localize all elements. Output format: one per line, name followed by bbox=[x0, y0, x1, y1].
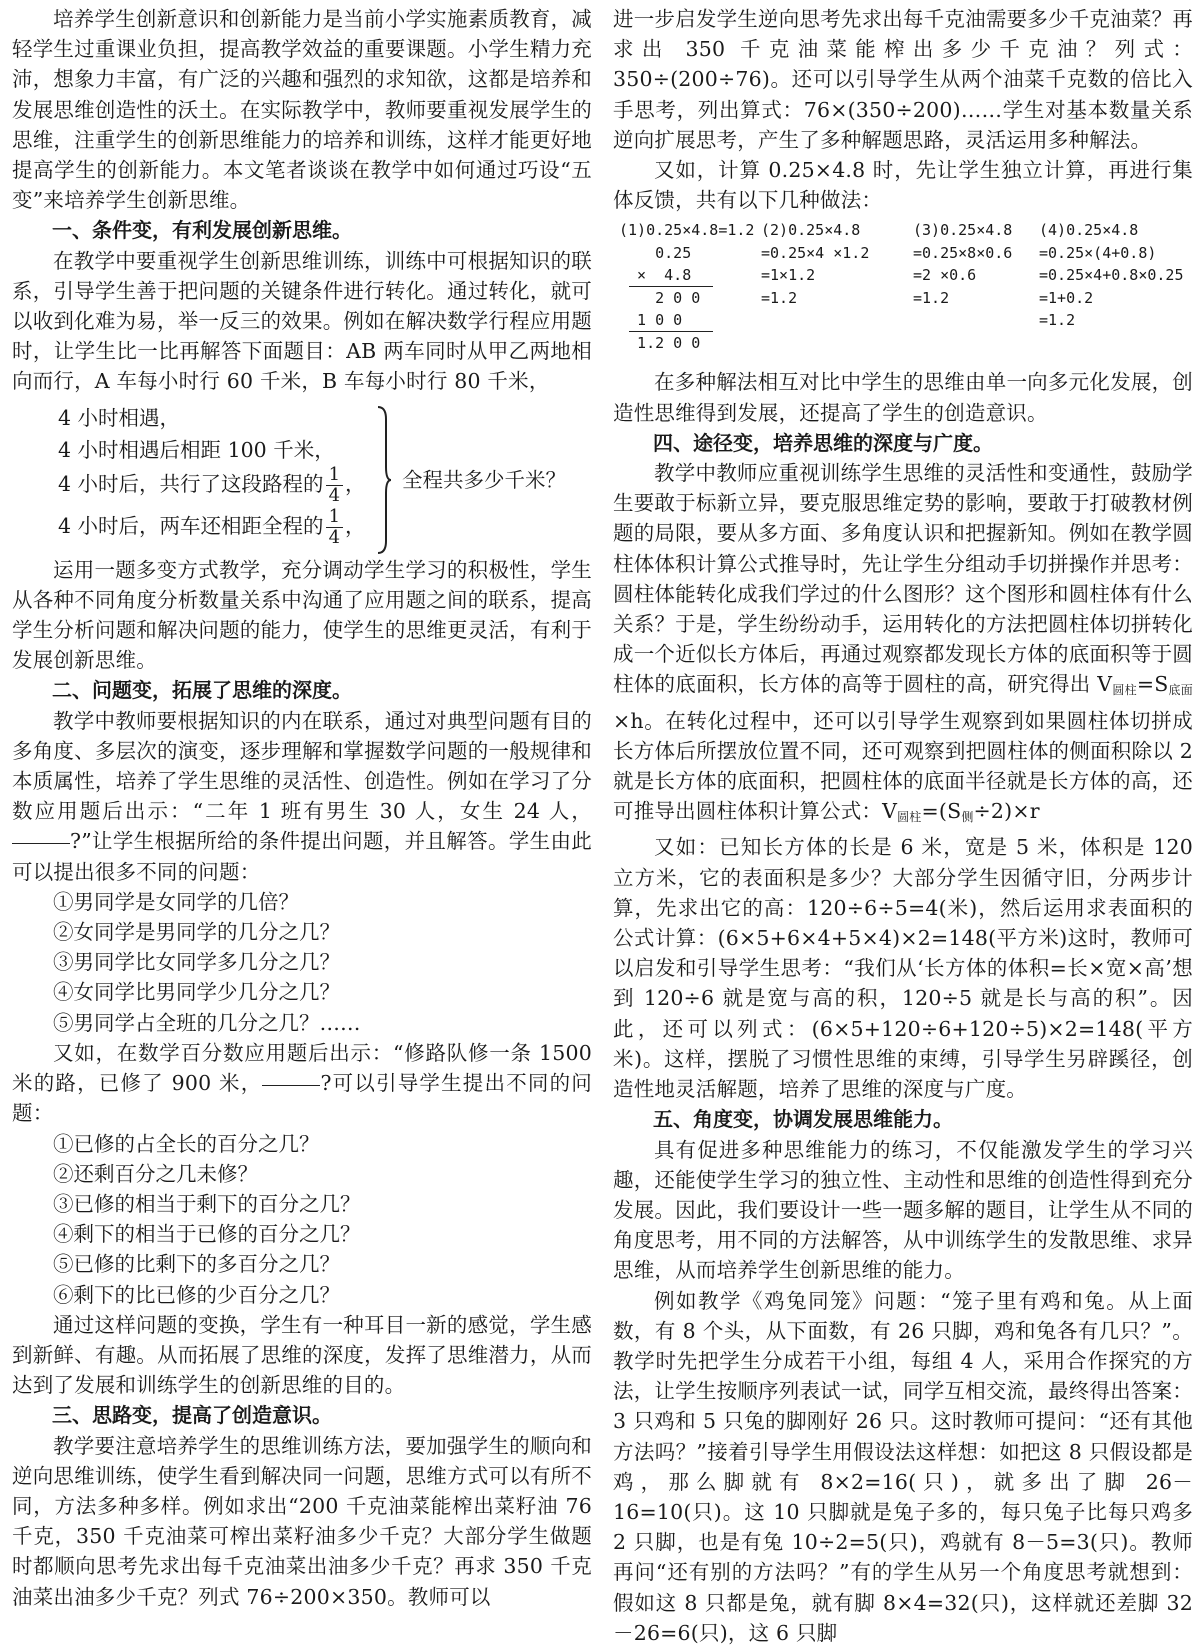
question-list-2 bbox=[12, 1129, 592, 1310]
conditions-question: 全程共多少千米？ bbox=[402, 467, 566, 492]
list-item: ①已修的占全长的百分之几？ bbox=[53, 1131, 320, 1156]
list-item: ②女同学是男同学的几分之几？ bbox=[53, 920, 340, 945]
section-heading-2: 二、问题变，拓展了思维的深度。 bbox=[52, 678, 352, 703]
method-2: (2)0.25×4.8 =0.25×4 ×1.2 =1×1.2 =1.2 bbox=[761, 221, 870, 307]
method-3: (3)0.25×4.8 =0.25×8×0.6 =2 ×0.6 =1.2 bbox=[913, 221, 1013, 307]
fraction: $\frac{1}{4}$ bbox=[326, 465, 343, 506]
list-item: ⑤已修的比剩下的多百分之几？ bbox=[53, 1252, 340, 1277]
section-heading-4: 四、途径变，培养思维的深度与广度。 bbox=[653, 430, 993, 455]
section-2-paragraph-1: 教学中教师要根据知识的内在联系，通过对典型问题有目的多角度、多层次的演变，逐步理解和掌握数学问题的一般规律和本质属性，培养了学生思维的灵活性、创造性。例如在学习了分数应用题后出示：“二年 1 班有男生 30 人，女生 24 人，?”让学生根据所给的条件提出问题，并且解答。学生由此可以提出很多不同的问题： bbox=[12, 708, 592, 884]
list-item: ①男同学是女同学的几倍？ bbox=[53, 889, 299, 914]
list-item: ⑤男同学占全班的几分之几？…… bbox=[53, 1010, 361, 1035]
right-column bbox=[613, 4, 1193, 1648]
section-5-paragraph-2: 例如教学《鸡兔同笼》问题：“笼子里有鸡和兔。从上面数，有 8 个头，从下面数，有 26 只脚，鸡和兔各有几只？”。教学时先把学生分成若干小组，每组 4 人，采用合作探究的方法，让学生按顺序列表试一试，同学互相交流，最终得出答案：3 只鸡和 5 只兔的脚刚好 26 只。这时教师可提问：“还有其他方法吗？”接着引导学生用假设法这样想：如把这 8 只假设都是鸡，那么脚就有 8×2=16(只)，就多出了脚 26－16=10(只)。这 10 只脚就是兔子多的，每只兔子比每只鸡多 2 只脚，也是有兔 10÷2=5(只)，鸡就有 8－5=3(只)。教师再问“还有别的方法吗？”有的学生从另一个角度思考就想到：假如这 8 只都是兔，就有脚 8×4=32(只)，这样就还差脚 32－26=6(只)，这 6 只脚 bbox=[613, 1288, 1193, 1645]
method-1: (1)0.25×4.8=1.2 0.25 × 4.8 2 0 0 1 0 0 1.2 0 0 bbox=[619, 221, 755, 352]
section-2-paragraph-3: 通过这样问题的变换，学生有一种耳目一新的感觉，学生感到新鲜、有趣。从而拓展了思维的深度，发挥了思维潜力，从而达到了发展和训练学生的创新思维的目的。 bbox=[12, 1312, 592, 1398]
fraction: $\frac{1}{4}$ bbox=[326, 507, 343, 548]
answer-blank bbox=[262, 1084, 320, 1086]
section-3-paragraph-1: 教学要注意培养学生的思维训练方法，要加强学生的顺向和逆向思维训练，使学生看到解决同一问题，思维方式可以有所不同，方法多种多样。例如求出“200 千克油菜能榨出菜籽油 76 千克，350 千克油菜可榨出菜籽油多少千克？大部分学生做题时都顺向思考先求出每千克油菜出油多少千克？再求 350 千克油菜出油多少千克？列式 76÷200×350。教师可以 bbox=[12, 1433, 592, 1609]
conditions-block bbox=[12, 399, 592, 549]
condition-2: 4 小时相遇后相距 100 千米， bbox=[58, 437, 335, 462]
section-1-paragraph-1: 在教学中要重视学生创新思维训练，训练中可根据知识的联系，引导学生善于把问题的关键条件进行转化。通过转化，就可以收到化难为易，举一反三的效果。例如在解决数学行程应用题时，让学生比一比再解答下面题目：AB 两车同时从甲乙两地相向而行，A 车每小时行 60 千米，B 车每小时行 80 千米， bbox=[12, 248, 592, 394]
condition-1: 4 小时相遇， bbox=[58, 405, 181, 430]
list-item: ④剩下的相当于已修的百分之几？ bbox=[53, 1222, 361, 1247]
continued-paragraph: 进一步启发学生逆向思考先求出每千克油需要多少千克油菜？再求出 350 千克油菜能榨出多少千克油？列式：350÷(200÷76)。还可以引导学生从两个油菜千克数的倍比入手思考，列出算式：76×(350÷200)……学生对基本数量关系逆向扩展思考，产生了多种解题思路，灵活运用多种解法。 bbox=[613, 7, 1193, 152]
vertical-calc-line bbox=[629, 286, 713, 287]
example-intro-paragraph: 又如，计算 0.25×4.8 时，先让学生独立计算，再进行集体反馈，共有以下几种做法： bbox=[613, 158, 1193, 213]
left-column bbox=[12, 4, 592, 1612]
section-heading-3: 三、思路变，提高了创造意识。 bbox=[52, 1403, 332, 1428]
section-1-paragraph-2: 运用一题多变方式教学，充分调动学生学习的积极性，学生从各种不同角度分析数量关系中沟通了应用题之间的联系，提高学生分析问题和解决问题的能力，使学生的思维更灵活，有利于发展创新思维。 bbox=[12, 557, 592, 673]
condition-4: 4 小时后，两车还相距全程的 $\frac{1}{4}$ ， bbox=[58, 505, 366, 548]
list-item: ②还剩百分之几未修？ bbox=[53, 1161, 258, 1186]
list-item: ⑥剩下的比已修的少百分之几？ bbox=[53, 1282, 340, 1307]
section-4-paragraph-1: 教学中教师应重视训练学生思维的灵活性和变通性，鼓励学生要敢于标新立异，要克服思维定势的影响，要敢于打破教材例题的局限，要从多方面、多角度认识和把握新知。例如在教学圆柱体体积计算公式推导时，先让学生分组动手切拼操作并思考：圆柱体能转化成我们学过的什么图形？这个图形和圆柱体有什么关系？于是，学生纷纷动手，运用转化的方法把圆柱体切拼转化成一个近似长方体后，再通过观察都发现长方体的底面积等于圆柱体的底面积，长方体的高等于圆柱的高，研究得出 $V_{圆柱}=S_{底面}\times h$。在转化过程中，还可以引导学生观察到如果圆柱体切拼成长方体后所摆放位置不同，还可观察到把圆柱体的侧面积除以 2 就是长方体的底面积，把圆柱体的底面半径就是长方体的高，还可推导出圆柱体积计算公式：$V_{圆柱}=(S_侧\div 2)\times r$ bbox=[613, 461, 1194, 825]
section-2-paragraph-2: 又如，在数学百分数应用题后出示：“修路队修一条 1500 米的路，已修了 900 米， ?可以引导学生提出不同的问题： bbox=[12, 1040, 592, 1126]
list-item: ③男同学比女同学多几分之几？ bbox=[53, 950, 340, 975]
answer-blank bbox=[12, 842, 70, 844]
list-item: ③已修的相当于剩下的百分之几？ bbox=[53, 1191, 361, 1216]
condition-3: 4 小时后，共行了这段路程的 $\frac{1}{4}$ ， bbox=[58, 463, 366, 506]
list-item: ④女同学比男同学少几分之几？ bbox=[53, 980, 340, 1005]
section-5-paragraph-1: 具有促进多种思维能力的练习，不仅能激发学生的学习兴趣，还能使学生学习的独立性、主动性和思维的创造性得到充分发展。因此，我们要设计一些一题多解的题目，让学生从不同的角度思考，用不同的方法解答，从中训练学生的发散思维、求异思维，从而培养学生创新思维的能力。 bbox=[613, 1137, 1193, 1283]
question-list-1 bbox=[12, 887, 592, 1038]
vertical-calc-line bbox=[629, 331, 713, 332]
calculation-methods bbox=[613, 219, 1193, 359]
intro-paragraph: 培养学生创新意识和创新能力是当前小学实施素质教育，减轻学生过重课业负担，提高教学效益的重要课题。小学生精力充沛，想象力丰富，有广泛的兴趣和强烈的求知欲，这都是培养和发展思维创造性的沃土。在实际教学中，教师要重视发展学生的思维，注重学生的创新思维能力的培养和训练，这样才能更好地提高学生的创新能力。本文笔者谈谈在教学中如何通过巧设“五变”来培养学生创新思维。 bbox=[12, 7, 592, 213]
section-heading-1: 一、条件变，有利发展创新思维。 bbox=[52, 218, 352, 243]
section-4-paragraph-2: 又如：已知长方体的长是 6 米，宽是 5 米，体积是 120 立方米，它的表面积是多少？大部分学生因循守旧，分两步计算，先求出它的高：120÷6÷5=4(米)，然后运用求表面积的公式计算：(6×5+6×4+5×4)×2=148(平方米)这时，教师可以启发和引导学生思考：“我们从‘长方体的体积=长×宽×高’想到 120÷6 就是宽与高的积，120÷5 就是长与高的积”。因此，还可以列式：(6×5+120÷6+120÷5)×2=148(平方米)。这样，摆脱了习惯性思维的束缚，引导学生另辟蹊径，创造性地灵活解题，培养了思维的深度与广度。 bbox=[613, 835, 1193, 1102]
right-brace-icon bbox=[376, 405, 392, 555]
section-heading-5: 五、角度变，协调发展思维能力。 bbox=[653, 1107, 953, 1132]
comparison-paragraph: 在多种解法相互对比中学生的思维由单一向多元化发展，创造性思维得到发展，还提高了学生的创造意识。 bbox=[613, 370, 1193, 425]
method-4: (4)0.25×4.8 =0.25×(4+0.8) =0.25×4+0.8×0.25 =1+0.2 =1.2 bbox=[1039, 221, 1184, 330]
